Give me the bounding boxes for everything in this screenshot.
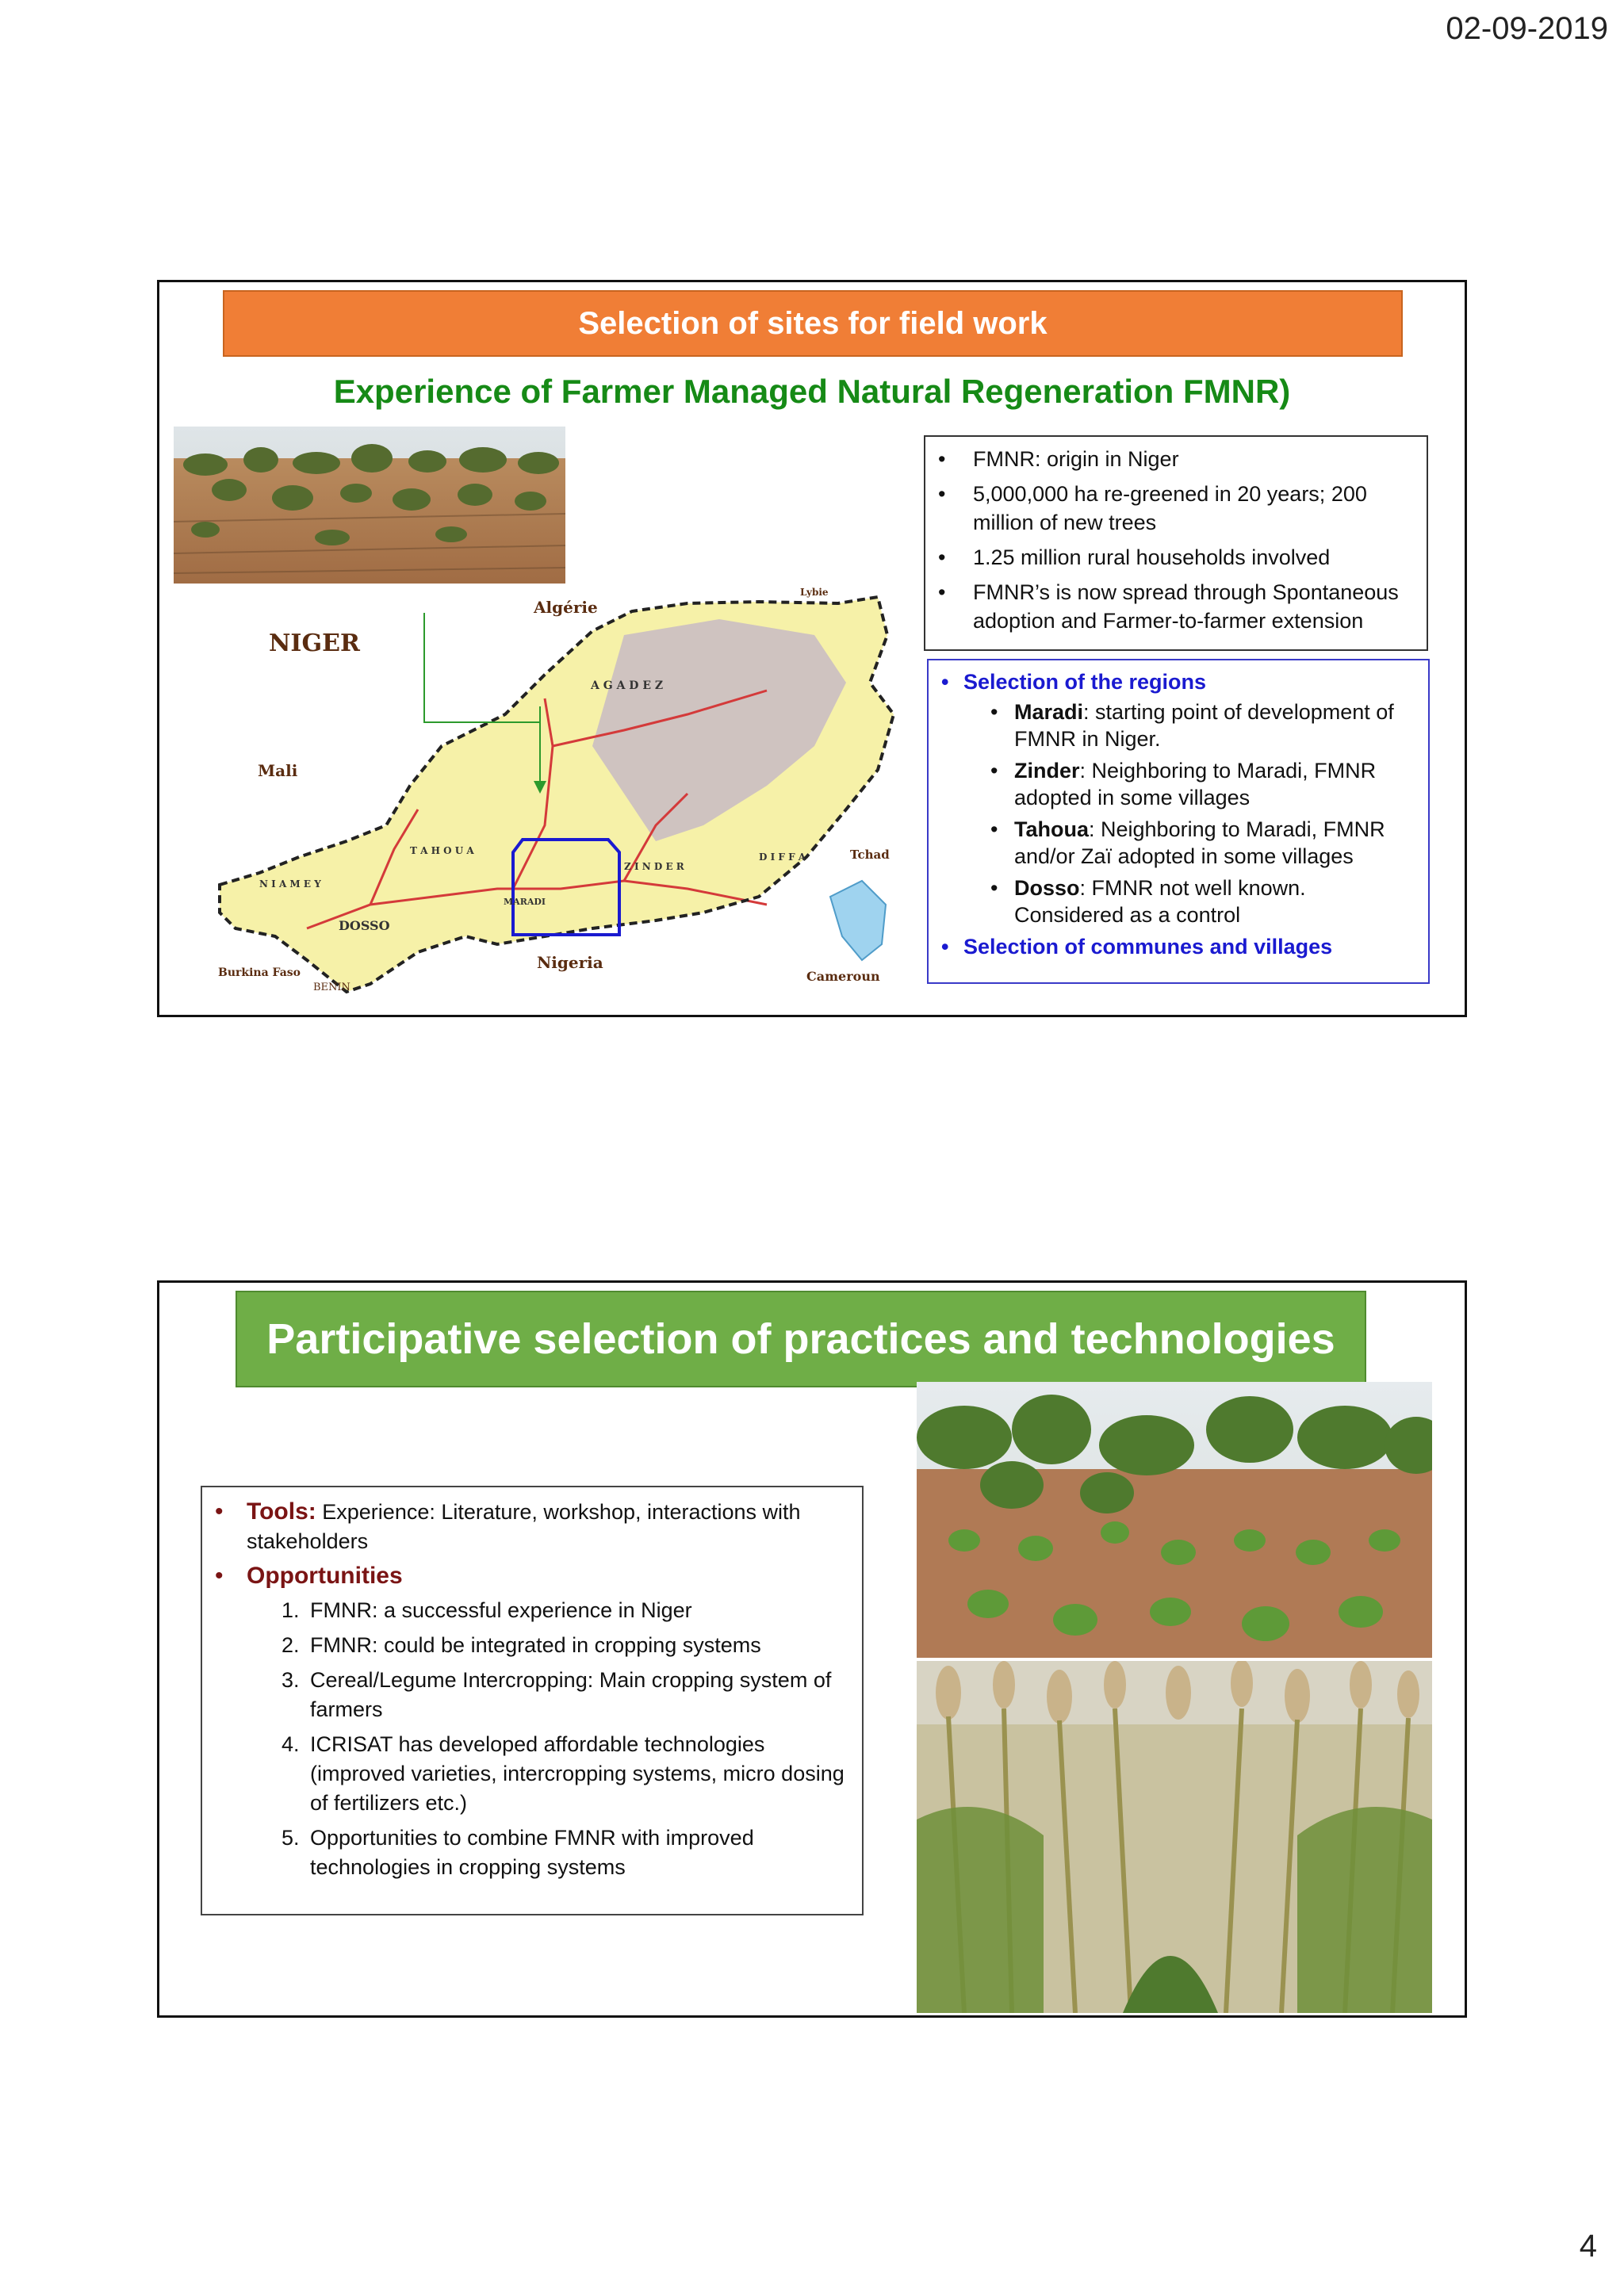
map-label-mali: Mali — [258, 761, 298, 780]
communes-heading: • Selection of communes and villages — [941, 933, 1415, 960]
opportunity-item: 4. ICRISAT has developed affordable technologies (improved varieties, intercropping systems, micro dosing of fertilizers etc.) — [305, 1730, 849, 1818]
map-label-burkina: Burkina Faso — [218, 966, 301, 979]
tools-label: Tools: — [247, 1498, 316, 1525]
niger-map — [212, 587, 900, 998]
page-number: 4 — [1579, 2229, 1597, 2263]
fmnr-field-photo — [174, 427, 565, 584]
map-label-tahoua: T A H O U A — [410, 845, 474, 856]
region-description: : Neighboring to Maradi, FMNR and/or Zaï adopted in some villages — [1014, 817, 1385, 868]
region-name: Maradi — [1014, 700, 1084, 724]
fmnr-field-photo-image — [174, 427, 565, 584]
region-item — [990, 757, 1415, 811]
region-description: : starting point of development of FMNR in Niger. — [1014, 700, 1394, 751]
region-name: Dosso — [1014, 876, 1080, 900]
map-label-zinder: Z I N D E R — [624, 861, 684, 872]
tools-item — [210, 1497, 849, 1556]
region-name: Tahoua — [1014, 817, 1089, 841]
millet-crop-photo — [917, 1661, 1432, 2013]
map-label-diffa: D I F F A — [759, 851, 806, 863]
tools-opportunities-box — [201, 1486, 864, 1915]
slide-participative-selection — [157, 1280, 1467, 2018]
map-label-libye: Lybie — [800, 587, 829, 598]
slide2-banner-title: Participative selection of practices and technologies — [236, 1291, 1366, 1387]
opportunity-item: 1. FMNR: a successful experience in Niger — [305, 1596, 849, 1625]
region-item — [990, 816, 1415, 870]
niger-map-drawing — [212, 587, 900, 998]
map-label-agadez: A G A D E Z — [591, 679, 664, 692]
map-label-dosso: DOSSO — [339, 918, 390, 933]
slide1-banner-title: Selection of sites for field work — [223, 290, 1403, 357]
region-item — [990, 874, 1415, 928]
region-item — [990, 698, 1415, 752]
map-label-country: NIGER — [269, 629, 360, 657]
map-label-tchad: Tchad — [850, 848, 890, 862]
region-description: : Neighboring to Maradi, FMNR adopted in some villages — [1014, 759, 1377, 809]
opportunity-item: 2. FMNR: could be integrated in cropping systems — [305, 1631, 849, 1660]
intercropping-field-photo-image — [917, 1382, 1432, 1658]
opportunity-item: 5. Opportunities to combine FMNR with improved technologies in cropping systems — [305, 1823, 849, 1882]
regions-heading: • Selection of the regions — [941, 668, 1415, 695]
map-label-maradi: MARADI — [504, 897, 546, 907]
region-name: Zinder — [1014, 759, 1080, 783]
opportunities-label: Opportunities — [247, 1563, 403, 1589]
fact-item: • FMNR’s is now spread through Spontaneous adoption and Farmer-to-farmer extension — [938, 578, 1414, 635]
slide1-subtitle: Experience of Farmer Managed Natural Regeneration FMNR) — [333, 373, 1291, 410]
fact-item: • FMNR: origin in Niger — [938, 445, 1414, 473]
map-label-niamey: N I A M E Y — [259, 878, 321, 890]
opportunities-item — [210, 1561, 849, 1591]
map-label-nigeria: Nigeria — [537, 953, 603, 972]
page-date: 02-09-2019 — [1446, 11, 1608, 46]
region-description: : FMNR not well known. Considered as a control — [1014, 876, 1306, 927]
regions-selection-box — [927, 659, 1430, 984]
fmnr-facts-box — [924, 435, 1428, 651]
map-label-benin: BENIN — [313, 982, 350, 993]
intercropping-field-photo — [917, 1382, 1432, 1658]
slide-site-selection — [157, 280, 1467, 1017]
millet-crop-photo-image — [917, 1661, 1432, 2013]
fact-item: • 5,000,000 ha re-greened in 20 years; 200 million of new trees — [938, 480, 1414, 537]
map-label-algerie: Algérie — [534, 598, 598, 617]
tools-text: Experience: Literature, workshop, interactions with stakeholders — [247, 1500, 801, 1553]
fact-item: • 1.25 million rural households involved — [938, 543, 1414, 572]
opportunity-item: 3. Cereal/Legume Intercropping: Main cropping system of farmers — [305, 1666, 849, 1724]
map-label-cameroun: Cameroun — [806, 969, 880, 984]
